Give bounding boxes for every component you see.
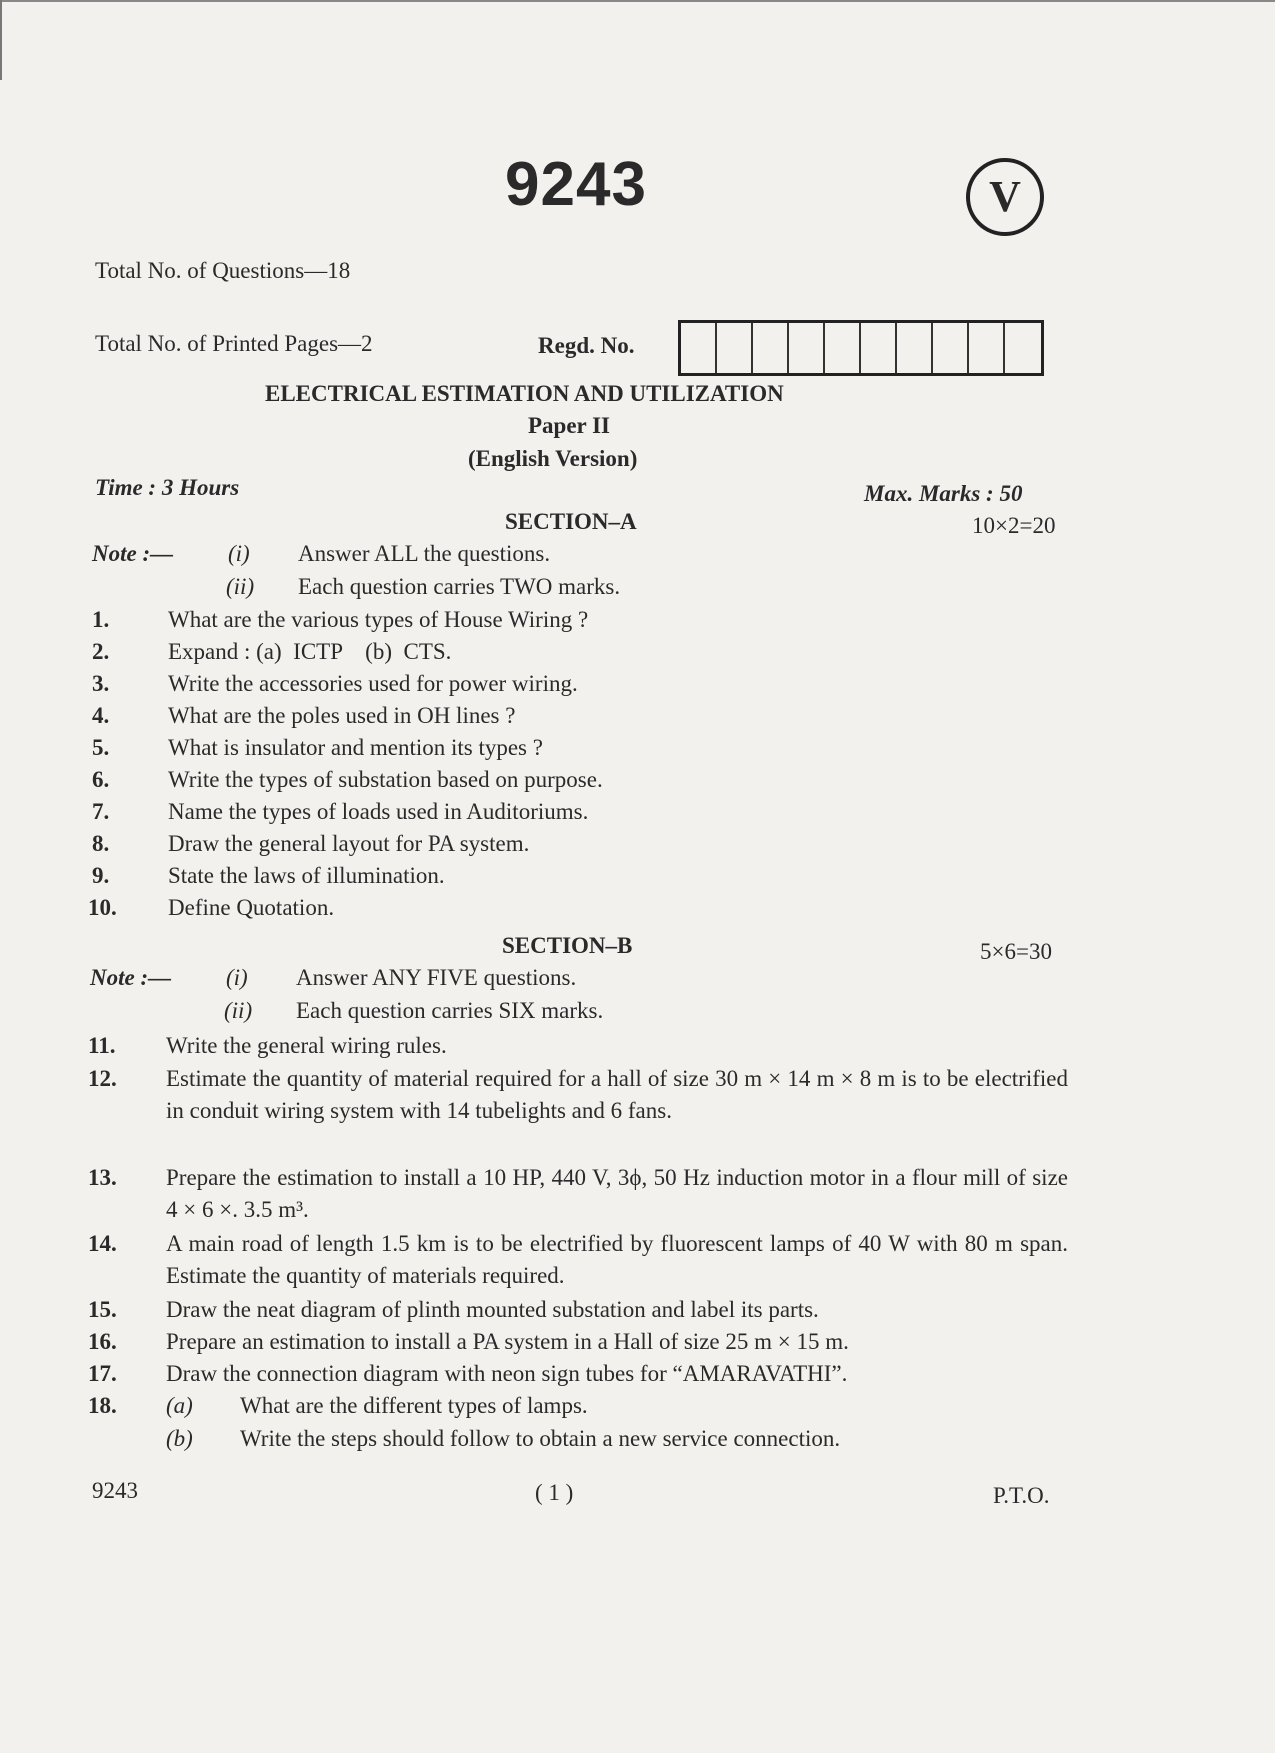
footer-paper-code: 9243: [92, 1478, 138, 1503]
section-a-note-num: (ii): [226, 574, 255, 599]
regd-digit-box: [861, 323, 897, 373]
question-text: Prepare the estimation to install a 10 HP, 440 V, 3ϕ, 50 Hz induction motor in a flour mill of size 4 × 6 ×. 3.5 m³.: [166, 1165, 1068, 1222]
pto-label: P.T.O.: [993, 1483, 1050, 1508]
subject-title: ELECTRICAL ESTIMATION AND UTILIZATION: [265, 381, 784, 406]
section-b-marks: 5×6=30: [980, 939, 1052, 964]
section-a-heading: SECTION–A: [505, 509, 637, 534]
question-number: 9.: [92, 863, 110, 888]
regd-digit-box: [717, 323, 753, 373]
version-badge: V: [966, 158, 1044, 236]
regd-digit-box: [933, 323, 969, 373]
regd-digit-box: [789, 323, 825, 373]
sub-part-text: Write the steps should follow to obtain a new service connection.: [240, 1426, 841, 1451]
sub-part-label: (a): [166, 1393, 193, 1418]
section-b-note-label: Note :—: [90, 965, 172, 990]
question-number: 16.: [88, 1329, 117, 1354]
question-number: 5.: [92, 735, 110, 760]
section-b-heading: SECTION–B: [502, 933, 633, 958]
section-a-note-label: Note :—: [92, 541, 174, 566]
question-text: What is insulator and mention its types ?: [168, 735, 543, 760]
question-number: 3.: [92, 671, 110, 696]
section-b-note-text: Each question carries SIX marks.: [296, 998, 604, 1023]
question-text: Name the types of loads used in Auditoriums.: [168, 799, 589, 824]
question-number: 11.: [88, 1033, 116, 1058]
question-text: State the laws of illumination.: [168, 863, 445, 888]
regd-digit-box: [897, 323, 933, 373]
regd-digit-box: [681, 323, 717, 373]
question-number: 2.: [92, 639, 110, 664]
language-version: (English Version): [468, 446, 638, 471]
question-text: Define Quotation.: [168, 895, 335, 920]
question-text: Draw the general layout for PA system.: [168, 831, 530, 856]
question-number: 17.: [88, 1361, 117, 1386]
question-number: 1.: [92, 607, 110, 632]
question-text: Prepare an estimation to install a PA system in a Hall of size 25 m × 15 m.: [166, 1329, 849, 1354]
sub-part-label: (b): [166, 1426, 193, 1451]
question-number: 15.: [88, 1297, 117, 1322]
question-text: What are the poles used in OH lines ?: [168, 703, 516, 728]
question-text: Write the accessories used for power wiring.: [168, 671, 578, 696]
question-number: 12.: [88, 1066, 117, 1091]
question-number: 14.: [88, 1231, 117, 1256]
section-a-marks: 10×2=20: [972, 513, 1056, 538]
section-b-note-num: (ii): [224, 998, 253, 1023]
max-marks: Max. Marks : 50: [864, 481, 1023, 506]
question-number: 13.: [88, 1165, 117, 1190]
question-number: 8.: [92, 831, 110, 856]
total-pages: Total No. of Printed Pages—2: [95, 331, 373, 356]
question-number: 4.: [92, 703, 110, 728]
question-text: What are the various types of House Wiring ?: [168, 607, 589, 632]
page-number: ( 1 ): [535, 1480, 574, 1505]
regd-number-boxes: [678, 320, 1044, 376]
regd-label: Regd. No.: [538, 333, 635, 358]
section-a-note-text: Answer ALL the questions.: [298, 541, 551, 566]
time-allowed: Time : 3 Hours: [95, 475, 240, 500]
question-text: Draw the connection diagram with neon sign tubes for “AMARAVATHI”.: [166, 1361, 848, 1386]
section-a-note-num: (i): [228, 541, 250, 566]
question-number: 18.: [88, 1393, 117, 1418]
question-number: 6.: [92, 767, 110, 792]
sub-part-text: What are the different types of lamps.: [240, 1393, 588, 1418]
question-text: Write the general wiring rules.: [166, 1033, 447, 1058]
question-text: Draw the neat diagram of plinth mounted substation and label its parts.: [166, 1297, 819, 1322]
paper-number: Paper II: [528, 413, 610, 438]
regd-digit-box: [969, 323, 1005, 373]
question-number: 10.: [88, 895, 117, 920]
section-b-note-text: Answer ANY FIVE questions.: [296, 965, 577, 990]
question-number: 7.: [92, 799, 110, 824]
section-b-note-num: (i): [226, 965, 248, 990]
question-text: A main road of length 1.5 km is to be electrified by fluorescent lamps of 40 W with 80 m span. Estimate the quantity of materials required.: [166, 1231, 1068, 1288]
question-text: Estimate the quantity of material required for a hall of size 30 m × 14 m × 8 m is to be electrified in conduit wiring system with 14 tubelights and 6 fans.: [166, 1066, 1068, 1123]
regd-digit-box: [1005, 323, 1041, 373]
paper-code: 9243: [505, 150, 647, 219]
section-a-note-text: Each question carries TWO marks.: [298, 574, 621, 599]
regd-digit-box: [753, 323, 789, 373]
regd-digit-box: [825, 323, 861, 373]
question-text: Expand : (a) ICTP (b) CTS.: [168, 639, 452, 664]
total-questions: Total No. of Questions—18: [95, 258, 351, 283]
question-text: Write the types of substation based on purpose.: [168, 767, 603, 792]
